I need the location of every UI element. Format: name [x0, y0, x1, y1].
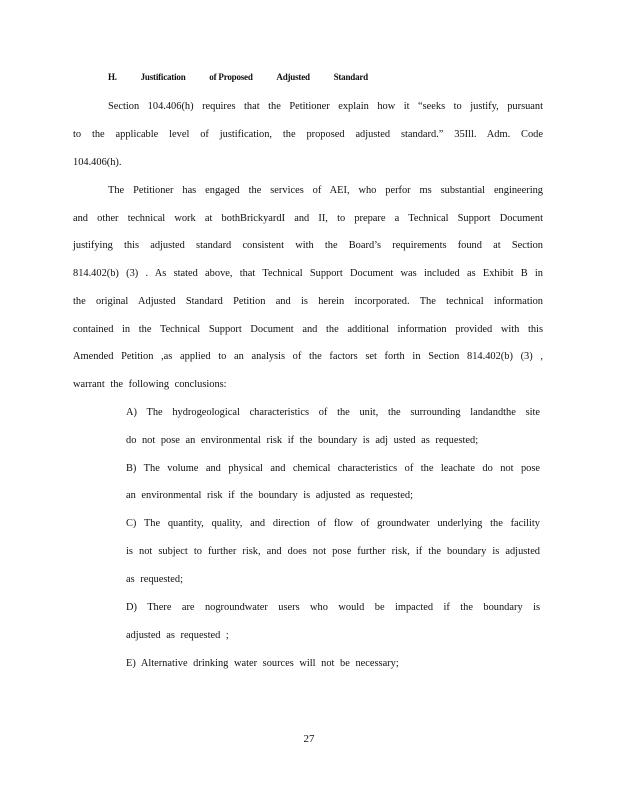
- conclusion-line: E) Alternative drinking water sources will not be necessary;: [126, 658, 399, 669]
- paragraph-1-line: Section 104.406(h) requires that the Petitioner explain how it “seeks to justify, pursuant: [108, 101, 543, 112]
- section-heading-word: of Proposed: [209, 72, 253, 82]
- paragraph-2-line: and other technical work at bothBrickyardI and II, to prepare a Technical Support Document: [73, 213, 543, 224]
- section-heading-word: Justification: [140, 72, 186, 82]
- section-heading: [108, 72, 368, 82]
- section-heading-word: Standard: [333, 72, 368, 82]
- conclusion-line: an environmental risk if the boundary is adjusted as requested;: [126, 490, 413, 501]
- paragraph-2-line: Amended Petition ,as applied to an analysis of the factors set forth in Section 814.402(b) (3) ,: [73, 351, 543, 362]
- paragraph-1-line: 104.406(h).: [73, 157, 122, 168]
- paragraph-2-line: contained in the Technical Support Document and the additional information provided with this: [73, 324, 543, 335]
- page-number: 27: [303, 733, 315, 745]
- conclusion-line: as requested;: [126, 574, 183, 585]
- conclusion-line: B) The volume and physical and chemical characteristics of the leachate do not pose: [126, 463, 540, 474]
- conclusion-line: is not subject to further risk, and does not pose further risk, if the boundary is adjusted: [126, 546, 540, 557]
- section-heading-label: H.: [108, 72, 117, 82]
- conclusion-line: D) There are nogroundwater users who would be impacted if the boundary is: [126, 602, 540, 613]
- paragraph-2-line: warrant the following conclusions:: [73, 379, 227, 390]
- paragraph-2-line: justifying this adjusted standard consistent with the Board’s requirements found at Section: [73, 240, 543, 251]
- conclusion-line: A) The hydrogeological characteristics of the unit, the surrounding landandthe site: [126, 407, 540, 418]
- conclusion-line: adjusted as requested ;: [126, 630, 229, 641]
- paragraph-1-line: to the applicable level of justification, the proposed adjusted standard.” 35Ill. Adm. Code: [73, 129, 543, 140]
- paragraph-2-line: 814.402(b) (3) . As stated above, that Technical Support Document was included as Exhibit B in: [73, 268, 543, 279]
- paragraph-2-line: the original Adjusted Standard Petition and is herein incorporated. The technical information: [73, 296, 543, 307]
- conclusion-line: do not pose an environmental risk if the boundary is adj usted as requested;: [126, 435, 479, 446]
- conclusion-line: C) The quantity, quality, and direction of flow of groundwater underlying the facility: [126, 518, 540, 529]
- paragraph-2-line: The Petitioner has engaged the services of AEI, who perfor ms substantial engineering: [108, 185, 543, 196]
- section-heading-word: Adjusted: [276, 72, 310, 82]
